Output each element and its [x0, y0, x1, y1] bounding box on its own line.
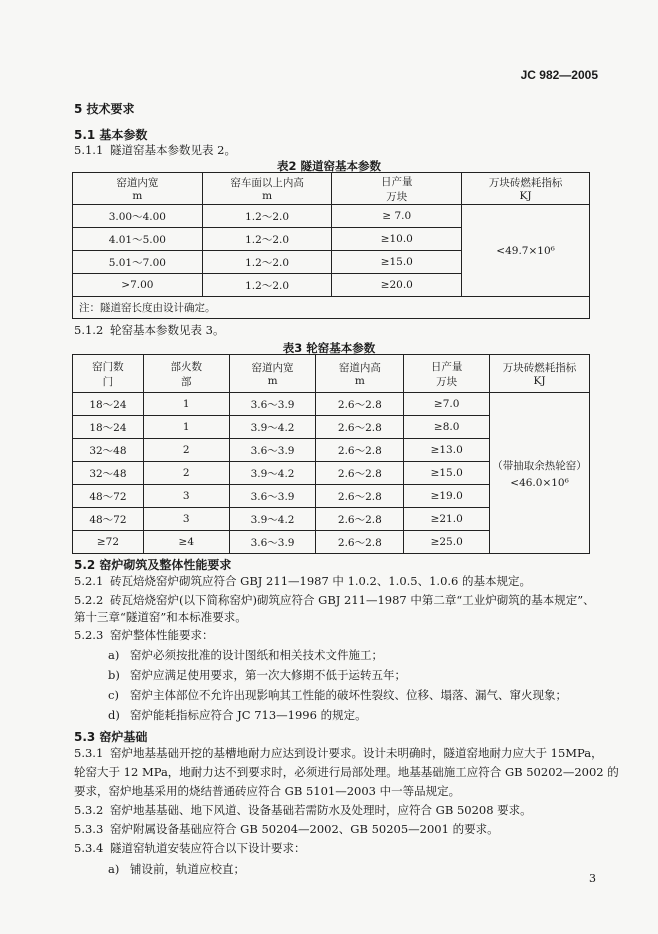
- clause-number: 5.2.2: [74, 593, 104, 607]
- cell-height: 2.6～2.8: [316, 416, 404, 439]
- clause-number: 5.2.1: [74, 574, 104, 588]
- cell-height: 1.2～2.0: [202, 274, 332, 297]
- cell-fire: 3: [143, 508, 229, 531]
- cell-width: 3.9～4.2: [229, 508, 316, 531]
- table-header-row: [73, 355, 590, 393]
- cell-fire: ≥4: [143, 531, 229, 554]
- cell-height: 2.6～2.8: [316, 439, 404, 462]
- cell-height: 2.6～2.8: [316, 531, 404, 554]
- clause-5-2-3: [74, 626, 214, 645]
- cell-fire: 2: [143, 462, 229, 485]
- clause-5-1-2: [74, 321, 224, 340]
- cell-doors: 32～48: [73, 439, 144, 462]
- cell-doors: 48～72: [73, 485, 144, 508]
- cell-output: ≥15.0: [332, 251, 462, 274]
- clause-number: 5.3.3: [74, 822, 104, 836]
- cell-width: 3.9～4.2: [229, 462, 316, 485]
- list-item: a) 窑炉必须按批准的设计图纸和相关技术文件施工；: [108, 648, 383, 662]
- cell-height: 2.6～2.8: [316, 485, 404, 508]
- cell-output: ≥8.0: [404, 416, 490, 439]
- cell-width: 3.00～4.00: [73, 205, 203, 228]
- cell-output: ≥ 7.0: [332, 205, 462, 228]
- header-output: 日产量 万块: [404, 355, 490, 393]
- cell-width: 3.6～3.9: [229, 531, 316, 554]
- cell-output: ≥10.0: [332, 228, 462, 251]
- table-2-tunnel-kiln: [72, 172, 590, 319]
- cell-height: 2.6～2.8: [316, 393, 404, 416]
- list-item: a) 铺设前，轨道应校直；: [108, 862, 245, 876]
- cell-fire: 1: [143, 416, 229, 439]
- header-output: 日产量 万块: [332, 173, 462, 205]
- section-5-3-title: 5.3 窑炉基础: [74, 730, 148, 744]
- table-note-row: [73, 297, 590, 319]
- cell-width: 3.6～3.9: [229, 393, 316, 416]
- cell-width: 3.9～4.2: [229, 416, 316, 439]
- clause-number: 5.1.1: [74, 143, 104, 157]
- cell-height: 1.2～2.0: [202, 228, 332, 251]
- cell-doors: 18～24: [73, 393, 144, 416]
- table-3-caption: 表3 轮窑基本参数: [282, 341, 376, 355]
- header-height: 窑道内高 m: [316, 355, 404, 393]
- cell-doors: 32～48: [73, 462, 144, 485]
- clause-number: 5.3.1: [74, 746, 104, 760]
- clause-text: 隧道窑轨道安装应符合以下设计要求：: [110, 841, 306, 855]
- fuel-note: （带抽取余热轮窑）: [492, 459, 587, 472]
- cell-fire: 3: [143, 485, 229, 508]
- cell-output: ≥20.0: [332, 274, 462, 297]
- clause-5-3-1-line3: 要求，窑炉地基采用的烧结普通砖应符合 GB 5101—2003 中一等品规定。: [74, 784, 461, 798]
- table-2-caption: 表2 隧道窑基本参数: [276, 159, 381, 173]
- table-row: [73, 393, 590, 416]
- section-5-title: 5 技术要求: [74, 102, 135, 116]
- cell-output: ≥7.0: [404, 393, 490, 416]
- cell-fire: 1: [143, 393, 229, 416]
- cell-doors: 48～72: [73, 508, 144, 531]
- fuel-value: <46.0×10⁶: [510, 476, 569, 489]
- header-height: 窑车面以上内高 m: [202, 173, 332, 205]
- clause-5-2-2-cont: 第十三章“隧道窑”和本标准要求。: [74, 610, 247, 624]
- page-number: 3: [589, 872, 596, 885]
- header-width: 窑道内宽 m: [229, 355, 316, 393]
- table-2-note: 注：隧道窑长度由设计确定。: [73, 297, 590, 319]
- list-item: b) 窑炉应满足使用要求，第一次大修期不低于运转五年；: [108, 668, 406, 682]
- table-header-row: [73, 173, 590, 205]
- clause-text: 砖瓦焙烧窑炉(以下简称窑炉)砌筑应符合 GBJ 211—1987 中第二章“工业炉砌筑的基本规定”、: [110, 593, 595, 607]
- cell-output: ≥19.0: [404, 485, 490, 508]
- clause-5-3-1-line2: 轮窑大于 12 MPa，地耐力达不到要求时，必须进行局部处理。地基基础施工应符合 GB 50202—2002 的: [74, 765, 619, 779]
- cell-doors: ≥72: [73, 531, 144, 554]
- table-3-ring-kiln: [72, 354, 590, 554]
- cell-height: 2.6～2.8: [316, 508, 404, 531]
- clause-text: 窑炉地基基础、地下风道、设备基础若需防水及处理时，应符合 GB 50208 要求。: [110, 803, 532, 817]
- list-item: c) 窑炉主体部位不允许出现影响其工性能的破坏性裂纹、位移、塌落、漏气、窜火现象；: [108, 688, 567, 702]
- clause-number: 5.1.2: [74, 323, 104, 337]
- header-fire: 部火数 部: [143, 355, 229, 393]
- cell-output: ≥13.0: [404, 439, 490, 462]
- clause-text: 窑炉附属设备基础应符合 GB 50204—2002、GB 50205—2001 的要求。: [110, 822, 499, 836]
- cell-fuel: <49.7×10⁶: [462, 205, 590, 297]
- cell-height: 1.2～2.0: [202, 205, 332, 228]
- clause-number: 5.3.4: [74, 841, 104, 855]
- cell-output: ≥21.0: [404, 508, 490, 531]
- clause-5-3-3: [74, 820, 499, 839]
- clause-number: 5.2.3: [74, 628, 104, 642]
- cell-width: 3.6～3.9: [229, 485, 316, 508]
- clause-text: 窑炉地基基础开挖的基槽地耐力应达到设计要求。设计未明确时，隧道窑地耐力应大于 15MPa，: [110, 746, 603, 760]
- header-fuel: 万块砖燃耗指标 KJ: [462, 173, 590, 205]
- clause-number: 5.3.2: [74, 803, 104, 817]
- header-doors: 窑门数 门: [73, 355, 144, 393]
- clause-text: 窑炉整体性能要求：: [110, 628, 214, 642]
- list-item: d) 窑炉能耗指标应符合 JC 713—1996 的规定。: [108, 708, 367, 722]
- cell-height: 2.6～2.8: [316, 462, 404, 485]
- header-width: 窑道内宽 m: [73, 173, 203, 205]
- clause-5-3-4: [74, 839, 306, 858]
- clause-text: 轮窑基本参数见表 3。: [110, 323, 225, 337]
- cell-height: 1.2～2.0: [202, 251, 332, 274]
- cell-output: ≥25.0: [404, 531, 490, 554]
- cell-doors: 18～24: [73, 416, 144, 439]
- cell-fire: 2: [143, 439, 229, 462]
- section-5-2-title: 5.2 窑炉砌筑及整体性能要求: [74, 558, 232, 572]
- cell-width: 3.6～3.9: [229, 439, 316, 462]
- clause-text: 隧道窑基本参数见表 2。: [110, 143, 236, 157]
- clause-5-2-1: [74, 572, 531, 591]
- cell-width: >7.00: [73, 274, 203, 297]
- document-code: JC 982—2005: [520, 68, 598, 82]
- cell-width: 5.01～7.00: [73, 251, 203, 274]
- header-fuel: 万块砖燃耗指标 KJ: [490, 355, 590, 393]
- cell-width: 4.01～5.00: [73, 228, 203, 251]
- table-row: [73, 205, 590, 228]
- clause-5-3-2: [74, 801, 532, 820]
- cell-output: ≥15.0: [404, 462, 490, 485]
- cell-fuel: [490, 393, 590, 554]
- clause-text: 砖瓦焙烧窑炉砌筑应符合 GBJ 211—1987 中 1.0.2、1.0.5、1.0.6 的基本规定。: [110, 574, 532, 588]
- clause-5-3-1: [74, 744, 603, 763]
- section-5-1-title: 5.1 基本参数: [74, 128, 148, 142]
